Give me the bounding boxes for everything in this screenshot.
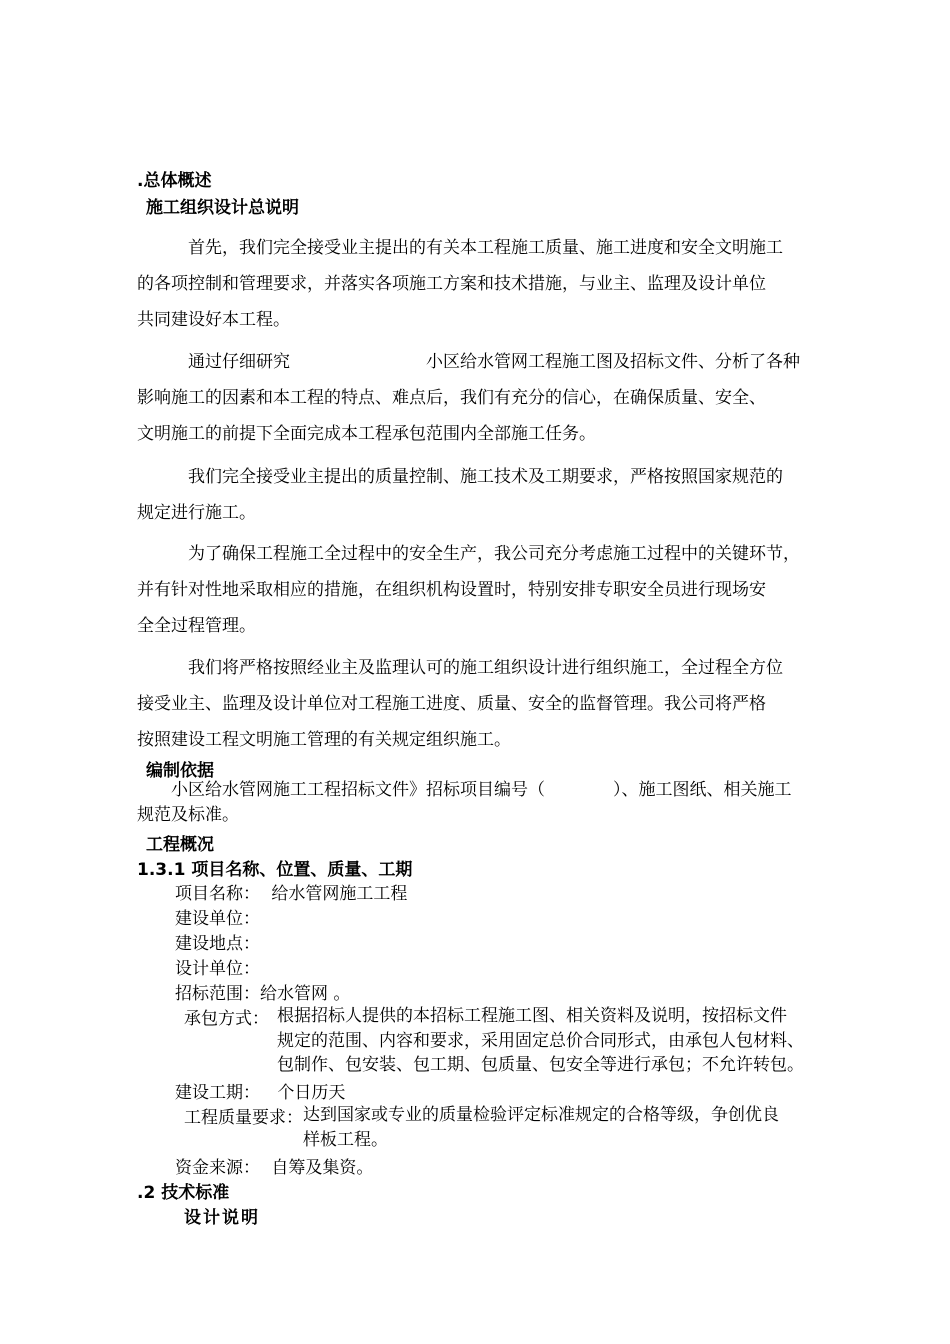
paragraph-line: 并有针对性地采取相应的措施，在组织机构设置时，特别安排专职安全员进行现场安 [137, 580, 766, 600]
field-value: 给水管网施工工程 [271, 884, 408, 904]
designer-row [175, 954, 260, 979]
heading-org-design: 施工组织设计总说明 [146, 198, 299, 218]
heading-section-131: 1.3.1 项目名称、位置、质量、工期 [137, 860, 413, 880]
paragraph-line: 我们将严格按照经业主及监理认可的施工组织设计进行组织施工，全过程全方位 [188, 658, 783, 678]
field-label: 建设工期： [175, 1083, 260, 1103]
field-value: 给水管网 。 [260, 984, 351, 1004]
paragraph-2 [137, 344, 859, 452]
quality-label: 工程质量要求： [184, 1108, 303, 1128]
heading-basis: 编制依据 [146, 761, 214, 781]
paragraph-text: ）、施工图纸、相关施工 [613, 780, 792, 800]
field-label: 资金来源： [175, 1158, 260, 1178]
fund-row [175, 1153, 373, 1178]
project-name-row [175, 879, 407, 904]
paragraph-line: 影响施工的因素和本工程的特点、难点后，我们有充分的信心，在确保质量、安全、 [137, 388, 766, 408]
field-label: 建设单位： [175, 909, 260, 929]
field-value-line: 根据招标人提供的本招标工程施工图、相关资料及说明，按招标文件 [277, 1006, 787, 1026]
field-value: 自筹及集资。 [271, 1158, 374, 1178]
owner-row [175, 904, 260, 929]
paragraph-text: 小区给水管网工程施工图及招标文件、分析了各种 [426, 352, 800, 372]
paragraph-line: 规定进行施工。 [137, 503, 256, 523]
scope-row [175, 979, 350, 1004]
paragraph-line: 首先，我们完全接受业主提出的有关本工程施工质量、施工进度和安全文明施工 [188, 238, 783, 258]
basis-paragraph [137, 778, 859, 827]
field-label: 招标范围： [175, 984, 260, 1004]
paragraph-line: 共同建设好本工程。 [137, 310, 290, 330]
paragraph-line: 文明施工的前提下全面完成本工程承包范围内全部施工任务。 [137, 424, 596, 444]
field-value-line: 包制作、包安装、包工期、包质量、包安全等进行承包；不允许转包。 [277, 1055, 804, 1075]
paragraph-3 [137, 459, 859, 531]
paragraph-line: 接受业主、监理及设计单位对工程施工进度、质量、安全的监督管理。我公司将严格 [137, 694, 766, 714]
field-value-line: 达到国家或专业的质量检验评定标准规定的合格等级，争创优良 [303, 1105, 779, 1125]
location-row [175, 929, 260, 954]
paragraph-line: 规范及标准。 [137, 804, 239, 825]
paragraph-text: 通过仔细研究 [188, 352, 290, 372]
field-label: 项目名称： [175, 884, 260, 904]
paragraph-line: 我们完全接受业主提出的质量控制、施工技术及工期要求，严格按照国家规范的 [188, 467, 783, 487]
field-value-line: 规定的范围、内容和要求，采用固定总价合同形式，由承包人包材料、 [277, 1030, 804, 1051]
quality-value [303, 1103, 779, 1152]
paragraph-1 [137, 230, 859, 338]
heading-tech-standard: .2 技术标准 [137, 1183, 230, 1203]
paragraph-line [137, 344, 859, 380]
paragraph-line: 全全过程管理。 [137, 616, 256, 636]
paragraph-text: 小区给水管网施工工程招标文件》招标项目编号（ [171, 780, 545, 800]
field-label: 建设地点： [175, 934, 260, 954]
paragraph-5 [137, 650, 859, 758]
heading-overview: .总体概述 [137, 171, 212, 191]
field-value: 个日历天 [277, 1083, 346, 1103]
field-label: 设计单位： [175, 959, 260, 979]
period-row [175, 1078, 345, 1103]
contract-value [277, 1004, 804, 1078]
paragraph-line: 的各项控制和管理要求，并落实各项施工方案和技术措施，与业主、监理及设计单位 [137, 274, 766, 294]
contract-label: 承包方式： [184, 1009, 269, 1029]
heading-project-overview: 工程概况 [146, 835, 214, 855]
paragraph-line: 按照建设工程文明施工管理的有关规定组织施工。 [137, 730, 511, 750]
paragraph-4 [137, 536, 859, 644]
paragraph-line [137, 778, 859, 803]
heading-design-note: 设计说明 [184, 1208, 260, 1228]
paragraph-line: 为了确保工程施工全过程中的安全生产，我公司充分考虑施工过程中的关键环节， [188, 544, 800, 564]
field-value-line: 样板工程。 [303, 1129, 388, 1150]
